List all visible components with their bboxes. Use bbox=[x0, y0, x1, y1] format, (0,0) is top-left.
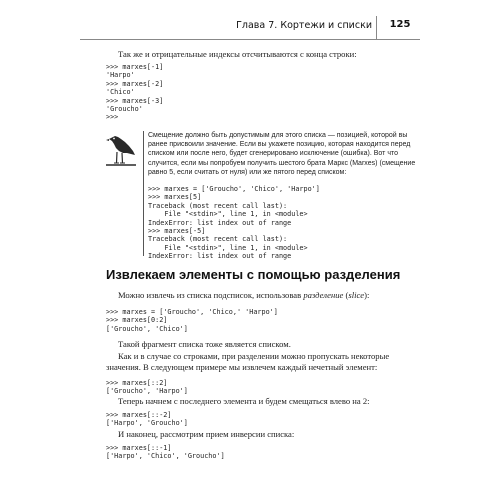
section-paragraph-5: И наконец, рассмотрим прием инверсии списка: bbox=[118, 429, 295, 439]
code-line: ['Groucho', 'Chico'] bbox=[106, 324, 188, 333]
code-line: 'Chico' bbox=[106, 88, 135, 97]
code-line: 'Groucho' bbox=[106, 104, 143, 113]
code-line: >>> bbox=[106, 113, 119, 122]
code-line: >>> marxes[0:2] bbox=[106, 316, 168, 325]
p1-text-2: ( bbox=[343, 290, 349, 300]
running-header bbox=[0, 16, 500, 40]
code-block-invert bbox=[106, 444, 225, 461]
code-line: ['Groucho', 'Harpo'] bbox=[106, 387, 188, 396]
code-line: >>> marxes[-1] bbox=[106, 63, 164, 71]
header-rule bbox=[80, 39, 420, 40]
code-line: >>> marxes[-5] bbox=[148, 226, 206, 235]
code-block-reverse-step bbox=[106, 411, 188, 428]
code-line: File "<stdin>", line 1, in <module> bbox=[148, 210, 308, 219]
note-bar bbox=[143, 131, 144, 256]
code-line: >>> marxes[::-1] bbox=[106, 444, 172, 452]
code-line: ['Harpo', 'Groucho'] bbox=[106, 419, 188, 428]
p1-text: Можно извлечь из списка подсписок, использовав bbox=[118, 290, 304, 300]
code-line: IndexError: list index out of range bbox=[148, 218, 292, 227]
p1-emphasis: разделение bbox=[303, 290, 344, 300]
crow-icon bbox=[106, 132, 136, 166]
header-separator bbox=[376, 16, 377, 40]
intro-paragraph: Так же и отрицательные индексы отсчитываются с конца строки: bbox=[118, 49, 357, 59]
code-line: Traceback (most recent call last): bbox=[148, 201, 288, 210]
code-line: >>> marxes[::-2] bbox=[106, 411, 172, 419]
code-block-step bbox=[106, 379, 188, 396]
p1-emphasis-2: slice bbox=[348, 290, 365, 300]
chapter-title: Глава 7. Кортежи и списки bbox=[236, 20, 372, 31]
section-paragraph-3: Как и в случае со строками, при разделении можно пропускать некоторые значения. В следующем примере мы извлечем каждый нечетный элемент: bbox=[106, 351, 390, 372]
code-line: IndexError: list index out of range bbox=[148, 252, 292, 261]
code-line: >>> marxes[::2] bbox=[106, 379, 168, 387]
section-heading: Извлекаем элементы с помощью разделения bbox=[106, 267, 401, 282]
section-paragraph-1 bbox=[106, 290, 416, 301]
code-line: Traceback (most recent call last): bbox=[148, 235, 288, 244]
note-code-block bbox=[148, 185, 320, 261]
page-number: 125 bbox=[389, 19, 411, 30]
code-line: 'Harpo' bbox=[106, 71, 135, 80]
code-line: ['Harpo', 'Chico', 'Groucho'] bbox=[106, 452, 225, 461]
code-line: >>> marxes = ['Groucho', 'Chico,' 'Harpo'] bbox=[106, 308, 278, 316]
code-line: >>> marxes[-2] bbox=[106, 79, 164, 88]
intro-code-block bbox=[106, 63, 163, 122]
code-line: >>> marxes[5] bbox=[148, 193, 202, 202]
note-text: Смещение должно быть допустимым для этого списка — позицией, которой вы ранее присвоили значение. Если вы укажете позицию, которая находится перед списком или после него, будет сгенерировано исключение (ошибка). Вот что случится, если мы попробуем получить шестого брата Маркс (Marxes) (смещение равно 5, если считать от нуля) или же пятого перед списком: bbox=[148, 132, 416, 176]
code-line: >>> marxes = ['Groucho', 'Chico', 'Harpo'] bbox=[148, 185, 320, 193]
section-paragraph-2: Такой фрагмент списка тоже является списком. bbox=[118, 339, 291, 349]
p1-text-3: ): bbox=[364, 290, 370, 300]
code-line: >>> marxes[-3] bbox=[106, 96, 164, 105]
section-paragraph-4: Теперь начнем с последнего элемента и будем смещаться влево на 2: bbox=[118, 396, 370, 406]
code-line: File "<stdin>", line 1, in <module> bbox=[148, 243, 308, 252]
code-block-slice bbox=[106, 308, 278, 333]
